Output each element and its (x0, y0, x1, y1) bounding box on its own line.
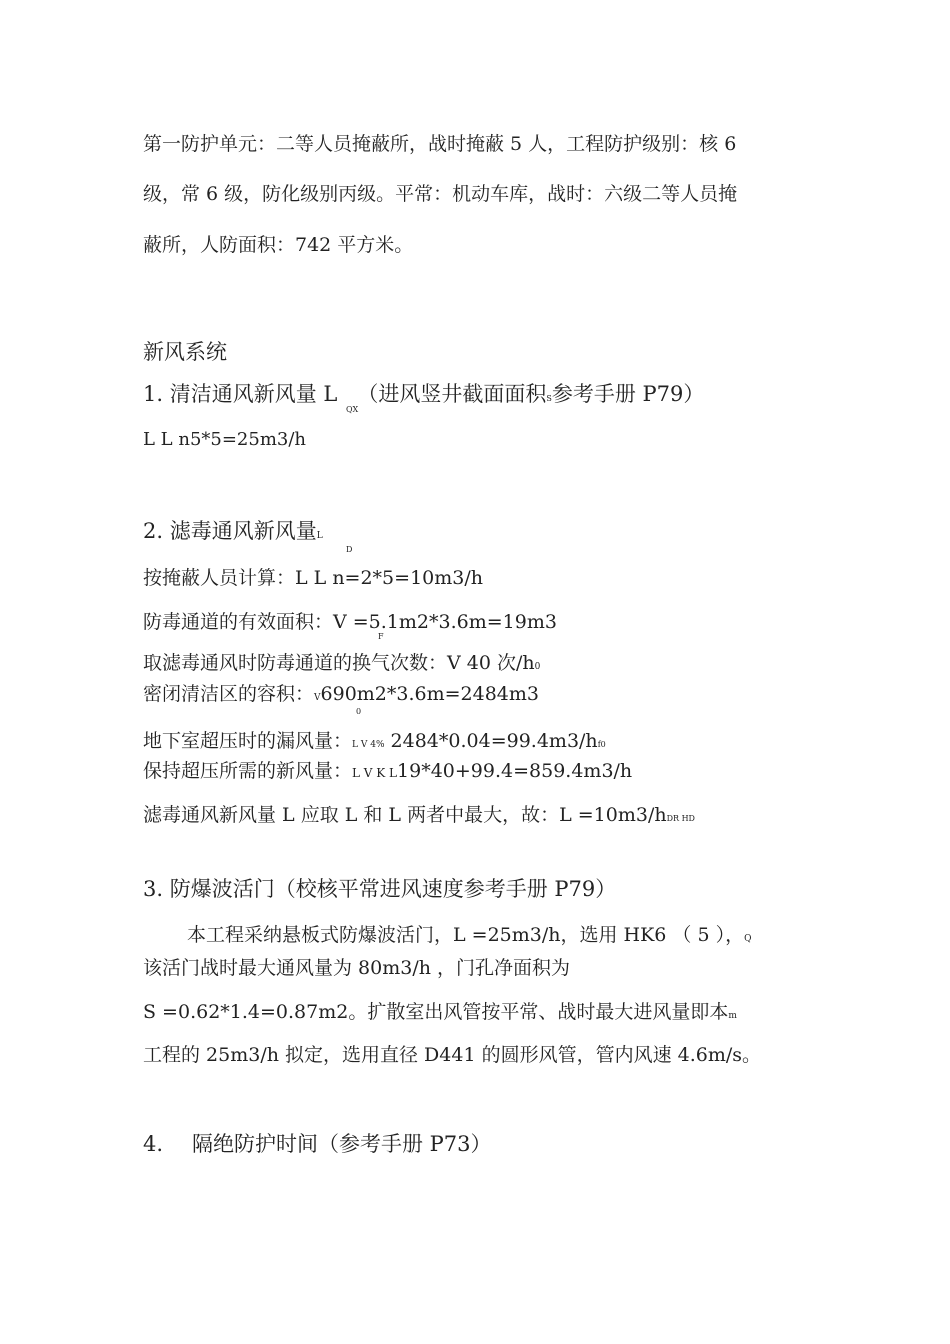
item1-sub-qx: QX (346, 405, 359, 414)
item3-heading: 3. 防爆波活门（校核平常进风速度参考手册 P79） (143, 877, 617, 901)
item3-paragraph-line-1 (187, 923, 752, 951)
item2-pressure (143, 759, 632, 785)
item1-heading (143, 382, 704, 411)
item2-sub-d: D (346, 545, 353, 554)
item2-air-changes (143, 651, 540, 679)
item2-pressure-value: 19*40+99.4=859.4m3/h (397, 760, 633, 782)
item2-air-changes-text: 取滤毒通风时防毒通道的换气次数：V 40 次/h (143, 652, 535, 674)
item2-air-changes-sub: 0 (534, 662, 541, 672)
item1-heading-tail: （进风竖井截面面积 (357, 382, 547, 406)
item2-pressure-label: 保持超压所需的新风量： (143, 760, 353, 782)
intro-line-2: 级，常 6 级，防化级别丙级。平常：机动车库，战时：六级二等人员掩 (143, 183, 738, 205)
item2-heading-text: 2. 滤毒通风新风量 (143, 519, 317, 543)
item2-sub-0: 0 (356, 707, 362, 716)
item3-p3-sub: m (728, 1011, 737, 1021)
item1-heading-text: 1. 清洁通风新风量 L (143, 382, 338, 406)
intro-line-3: 蔽所，人防面积：742 平方米。 (143, 234, 414, 256)
item2-conclusion-text: 滤毒通风新风量 L 应取 L 和 L 两者中最大，故：L =10m3/h (143, 804, 667, 826)
item2-sealed-volume-label: 密闭清洁区的容积： (143, 683, 315, 705)
item2-sealed-volume (143, 682, 539, 710)
item1-heading-end: 参考手册 P79） (551, 382, 705, 406)
item3-paragraph-line-4: 工程的 25m3/h 拟定，选用直径 D441 的圆形风管，管内风速 4.6m/s。 (143, 1044, 762, 1066)
item2-pressure-symbols: L V K L (352, 766, 398, 780)
item2-leak-value: 2484*0.04=99.4m3/h (390, 730, 598, 752)
item3-p1-text: 本工程采纳悬板式防爆波活门，L =25m3/h，选用 HK6 （ 5 ）， (187, 924, 745, 946)
item2-volume: 防毒通道的有效面积：V =5.1m2*3.6m=19m3 (143, 611, 557, 633)
item3-paragraph-line-3 (143, 1000, 737, 1028)
item4-heading: 隔绝防护时间（参考手册 P73） (192, 1132, 492, 1156)
item4-number: 4. (143, 1132, 164, 1156)
item1-heading-s: S (546, 394, 552, 403)
item2-heading (143, 519, 323, 548)
intro-line-1: 第一防护单元：二等人员掩蔽所，战时掩蔽 5 人，工程防护级别：核 6 (143, 133, 737, 155)
item2-sealed-volume-v: V (314, 693, 321, 703)
item2-conclusion (143, 803, 695, 831)
item2-sealed-volume-value: 690m2*3.6m=2484m3 (320, 683, 539, 705)
item3-p1-sub: Q (744, 934, 752, 944)
section-title: 新风系统 (143, 340, 227, 364)
item2-calc-people: 按掩蔽人员计算：L L n=2*5=10m3/h (143, 567, 483, 589)
item2-leak-label: 地下室超压时的漏风量： (143, 730, 353, 752)
item2-heading-l: L (316, 531, 323, 541)
item2-sub-f: F (378, 632, 384, 641)
item1-formula: L L n5*5=25m3/h (143, 429, 307, 450)
item2-leak-symbols: L V 4% (352, 740, 385, 750)
item3-p3-text: S =0.62*1.4=0.87m2。扩散室出风管按平常、战时最大进风量即本 (143, 1001, 729, 1023)
item2-conclusion-sub: DR HD (666, 814, 695, 823)
item2-leak (143, 729, 606, 757)
item2-leak-sub: f0 (597, 740, 606, 749)
item3-paragraph-line-2: 该活门战时最大通风量为 80m3/h ，门孔净面积为 (143, 957, 571, 979)
